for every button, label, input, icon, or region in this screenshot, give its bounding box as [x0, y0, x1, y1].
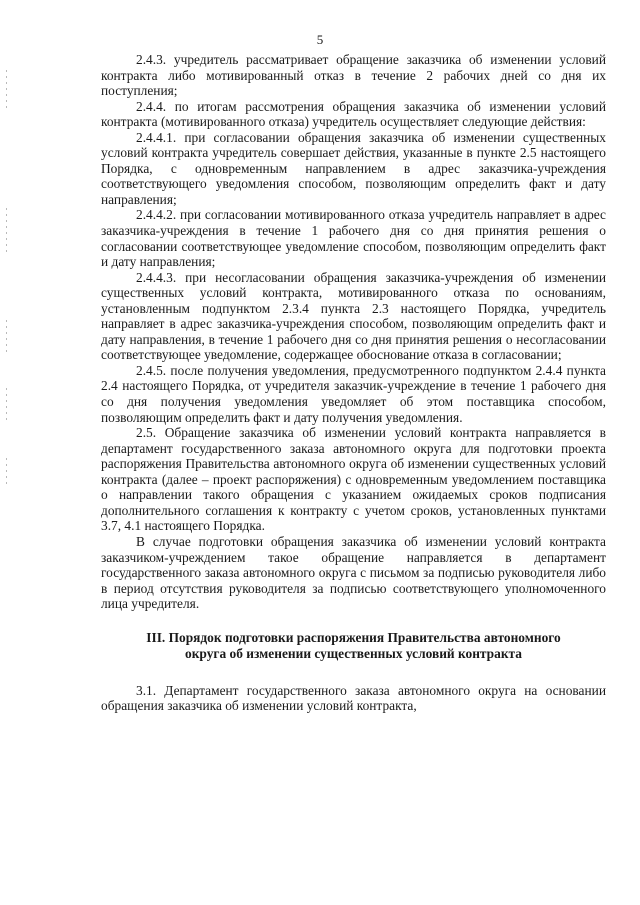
document-body — [101, 52, 606, 714]
paragraph-2-4-5: 2.4.5. после получения уведомления, предусмотренного подпунктом 2.4.4 пункта 2.4 настоящего Порядка, от учредителя заказчик-учреждение в течение 1 рабочего дня со дня получения уведомления уведомляет об этом поставщика способом, позволяющим определить факт и дату получения уведомления. — [101, 362, 606, 425]
paragraph-2-4-4: 2.4.4. по итогам рассмотрения обращения заказчика об изменении условий контракта (мотивированного отказа) учредитель осуществляет следующие действия: — [101, 98, 606, 130]
section-heading-line-1: III. Порядок подготовки распоряжения Правительства автономного — [146, 629, 561, 645]
binding-margin-mark — [6, 388, 7, 422]
paragraph-2-4-4-2: 2.4.4.2. при согласовании мотивированного отказа учредитель направляет в адрес заказчика-учреждения в течение 1 рабочего дня со дня принятия решения о согласовании соответствующее уведомление способом, позволяющим определить факт и дату направления; — [101, 207, 606, 270]
page-number: 5 — [316, 32, 324, 47]
binding-margin-mark — [6, 458, 7, 488]
section-heading-line-2: округа об изменении существенных условий контракта — [185, 645, 522, 661]
paragraph-2-5-continued: В случае подготовки обращения заказчика об изменении условий контракта заказчиком-учреждением такое обращение направляется в департамент государственного заказа автономного округа с письмом за подписью руководителя либо в период отсутствия руководителя за подписью соответствующего уполномоченного лица учредителя. — [101, 533, 606, 612]
paragraph-2-4-3: 2.4.3. учредитель рассматривает обращение заказчика об изменении условий контракта либо мотивированный отказ в течение 2 рабочих дней со дня их поступления; — [101, 52, 606, 99]
binding-margin-mark — [6, 320, 7, 356]
paragraph-2-4-4-3: 2.4.4.3. при несогласовании обращения заказчика-учреждения об изменении существенных условий контракта, мотивированного отказа по основаниям, установленным подпунктом 2.3.4 пункта 2.3 настоящего Порядка, учредитель направляет в адрес заказчика-учреждения способом, позволяющим определить факт и дату направления, в течение 1 рабочего дня со дня принятия решения о несогласовании соответствующее уведомление, содержащее обоснование отказа в согласовании; — [101, 269, 606, 363]
paragraph-2-5: 2.5. Обращение заказчика об изменении условий контракта направляется в департамент государственного заказа автономного округа для подготовки проекта распоряжения Правительства автономного округа об изменении существенных условий контракта (далее – проект распоряжения) с одновременным уведомлением поставщика о направлении такого обращения с указанием ожидаемых сроков подписания дополнительного соглашения к контракту с учетом сроков, установленных пунктами 3.7, 4.1 настоящего Порядка. — [101, 425, 606, 534]
binding-margin-mark — [6, 70, 7, 110]
section-heading — [101, 630, 606, 662]
paragraph-2-4-4-1: 2.4.4.1. при согласовании обращения заказчика об изменении существенных условий контракта учредитель совершает действия, указанные в пункте 2.5 настоящего Порядка, с одновременным направлением в адрес заказчика-учреждения соответствующего уведомления способом, позволяющим определить факт и дату направления; — [101, 129, 606, 207]
binding-margin-mark — [6, 208, 7, 252]
paragraph-3-1: 3.1. Департамент государственного заказа автономного округа на основании обращения заказчика об изменении условий контракта, — [101, 682, 606, 714]
